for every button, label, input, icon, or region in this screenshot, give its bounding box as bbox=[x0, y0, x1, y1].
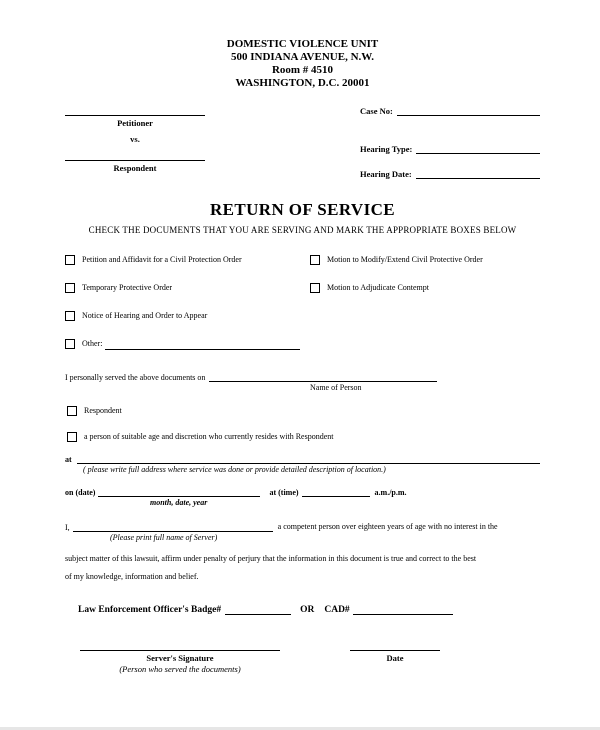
suitable-person-checkbox-label: a person of suitable age and discretion who currently resides with Respondent bbox=[84, 432, 334, 441]
vs-label: vs. bbox=[130, 134, 140, 144]
hearing-date-row bbox=[360, 166, 540, 179]
motion-modify-extend-item bbox=[310, 254, 483, 266]
on-date-label: on (date) bbox=[65, 488, 96, 497]
form-title: RETURN OF SERVICE bbox=[209, 200, 396, 219]
checkbox-notice-of-hearing[interactable] bbox=[65, 311, 75, 321]
address-caption: ( please write full address where service was done or provide detailed description of location.) bbox=[83, 465, 386, 474]
date-time-row bbox=[65, 485, 540, 497]
temporary-protective-order-item bbox=[65, 282, 310, 294]
date-signature-block bbox=[350, 645, 440, 674]
case-info-column bbox=[360, 103, 540, 179]
server-signature-field[interactable] bbox=[80, 645, 280, 651]
petition-affidavit-label: Petition and Affidavit for a Civil Protection Order bbox=[82, 255, 242, 264]
documents-checkbox-grid bbox=[65, 254, 540, 350]
hearing-type-row bbox=[360, 141, 540, 154]
respondent-checkbox-item bbox=[67, 405, 540, 417]
competent-person-text: a competent person over eighteen years of age with no interest in the bbox=[277, 522, 498, 531]
petitioner-name-field[interactable] bbox=[65, 103, 205, 116]
checkbox-motion-modify-extend[interactable] bbox=[310, 255, 320, 265]
server-signature-label: Server's Signature bbox=[146, 653, 214, 663]
law-enforcement-row bbox=[78, 602, 540, 615]
hearing-type-field[interactable] bbox=[416, 142, 540, 154]
other-label: Other: bbox=[82, 339, 103, 348]
or-label: OR bbox=[300, 605, 315, 615]
respondent-name-field[interactable] bbox=[65, 144, 205, 161]
parties-column bbox=[65, 103, 205, 179]
service-section bbox=[65, 370, 540, 582]
petition-affidavit-item bbox=[65, 254, 310, 266]
case-no-field[interactable] bbox=[397, 104, 540, 116]
hearing-date-field[interactable] bbox=[416, 167, 540, 179]
signature-date-label: Date bbox=[386, 653, 404, 663]
other-item bbox=[65, 338, 300, 350]
caption-section bbox=[65, 103, 540, 179]
court-header-room: Room # 4510 bbox=[271, 64, 334, 76]
server-name-field[interactable] bbox=[73, 521, 273, 532]
documents-row-2 bbox=[65, 282, 540, 294]
server-signature-caption: (Person who served the documents) bbox=[119, 664, 241, 674]
served-on-row bbox=[65, 370, 540, 382]
notice-of-hearing-item bbox=[65, 310, 310, 322]
i-label: I, bbox=[65, 523, 70, 532]
temporary-protective-order-label: Temporary Protective Order bbox=[82, 283, 173, 292]
signature-date-field[interactable] bbox=[350, 645, 440, 651]
documents-row-1 bbox=[65, 254, 540, 266]
month-date-year-caption: month, date, year bbox=[150, 498, 208, 507]
checkbox-motion-adjudicate-contempt[interactable] bbox=[310, 283, 320, 293]
other-field[interactable] bbox=[105, 339, 300, 350]
hearing-type-label: Hearing Type: bbox=[360, 144, 413, 154]
court-header-unit: DOMESTIC VIOLENCE UNIT bbox=[226, 38, 379, 50]
affirmation-line-1: subject matter of this lawsuit, affirm under penalty of perjury that the information in this document is true and correct to the best bbox=[65, 554, 477, 563]
checkbox-other[interactable] bbox=[65, 339, 75, 349]
served-person-field[interactable] bbox=[209, 371, 437, 382]
motion-adjudicate-contempt-item bbox=[310, 282, 429, 294]
badge-label: Law Enforcement Officer's Badge# bbox=[78, 605, 222, 615]
signature-section bbox=[65, 645, 540, 674]
petitioner-label: Petitioner bbox=[117, 118, 153, 128]
affirmation-line-2: of my knowledge, information and belief. bbox=[65, 572, 199, 581]
ampm-label: a.m./p.m. bbox=[374, 488, 407, 497]
court-header bbox=[65, 38, 540, 90]
checkbox-respondent[interactable] bbox=[67, 406, 77, 416]
documents-row-4 bbox=[65, 338, 540, 350]
respondent-label: Respondent bbox=[113, 163, 157, 173]
court-header-city: WASHINGTON, D.C. 20001 bbox=[235, 77, 370, 89]
respondent-checkbox-label: Respondent bbox=[84, 406, 122, 415]
at-label: at bbox=[65, 455, 72, 464]
instruction-text: CHECK THE DOCUMENTS THAT YOU ARE SERVING AND MARK THE APPROPRIATE BOXES BELOW bbox=[88, 225, 517, 235]
at-time-label: at (time) bbox=[269, 488, 299, 497]
checkbox-temporary-protective-order[interactable] bbox=[65, 283, 75, 293]
case-no-label: Case No: bbox=[360, 106, 393, 116]
cad-label: CAD# bbox=[324, 605, 350, 615]
checkbox-suitable-person[interactable] bbox=[67, 432, 77, 442]
server-signature-block bbox=[80, 645, 280, 674]
server-name-row bbox=[65, 520, 540, 532]
date-field[interactable] bbox=[98, 486, 260, 497]
print-name-caption: (Please print full name of Server) bbox=[110, 533, 218, 542]
motion-adjudicate-contempt-label: Motion to Adjudicate Contempt bbox=[327, 283, 429, 292]
served-on-label: I personally served the above documents on bbox=[65, 373, 206, 382]
address-field[interactable] bbox=[77, 453, 540, 464]
address-row bbox=[65, 452, 540, 464]
motion-modify-extend-label: Motion to Modify/Extend Civil Protective Order bbox=[327, 255, 483, 264]
hearing-date-label: Hearing Date: bbox=[360, 169, 412, 179]
documents-row-3 bbox=[65, 310, 540, 322]
name-of-person-caption: Name of Person bbox=[310, 383, 362, 392]
checkbox-petition-affidavit[interactable] bbox=[65, 255, 75, 265]
suitable-person-checkbox-item bbox=[67, 431, 540, 443]
case-no-row bbox=[360, 103, 540, 116]
court-header-address: 500 INDIANA AVENUE, N.W. bbox=[230, 51, 375, 63]
time-field[interactable] bbox=[302, 486, 370, 497]
cad-number-field[interactable] bbox=[353, 603, 453, 615]
notice-of-hearing-label: Notice of Hearing and Order to Appear bbox=[82, 311, 208, 320]
badge-number-field[interactable] bbox=[225, 603, 291, 615]
